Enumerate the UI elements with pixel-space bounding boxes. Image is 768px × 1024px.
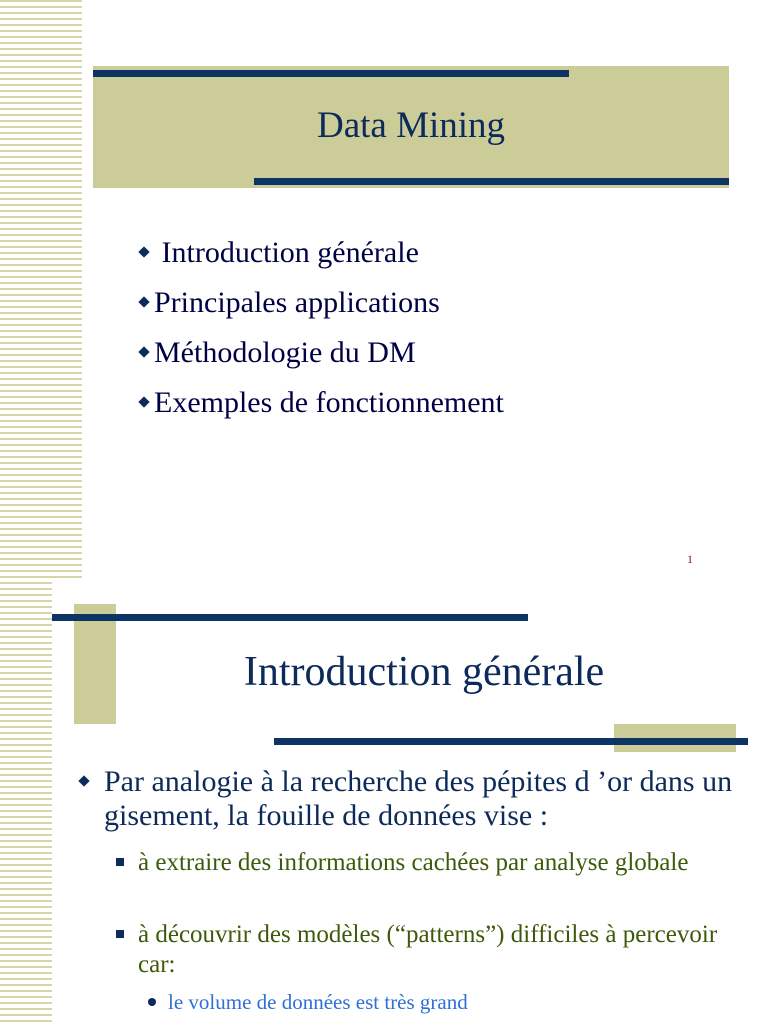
document-page: Data Mining Introduction générale Principales applications Méthodologie du DM Exemples de fonctionnement 1 Introduction générale Par analogie à la recherche des pépites d ’or dans un gisement, la fouille de données vise : à extraire des informations cachées par analyse globale à découvrir des modèles (“patterns”) difficiles à percevoir car: le volume de données est très grand <box>0 0 768 1024</box>
slide-title: Data Mining <box>316 105 506 146</box>
left-stripe-border <box>0 582 52 1024</box>
diamond-bullet-icon <box>138 396 149 407</box>
slide-title: Introduction générale <box>243 649 605 695</box>
list-item: Méthodologie du DM <box>140 332 504 382</box>
list-item: Introduction générale <box>140 232 504 282</box>
bullet-list <box>140 232 504 432</box>
diamond-bullet-icon <box>138 296 149 307</box>
left-stripe-border <box>0 0 82 580</box>
diamond-bullet-icon <box>78 775 89 786</box>
page-number: 1 <box>687 552 693 566</box>
square-bullet-icon <box>116 858 124 866</box>
list-item: Principales applications <box>140 282 504 332</box>
decorative-bar <box>52 614 528 621</box>
main-paragraph <box>80 765 750 832</box>
square-bullet-icon <box>116 930 124 938</box>
decorative-bar <box>254 178 729 185</box>
decorative-bar <box>274 738 748 745</box>
diamond-bullet-icon <box>138 246 149 257</box>
decorative-bar <box>93 70 569 77</box>
round-bullet-icon <box>148 998 156 1006</box>
diamond-bullet-icon <box>138 346 149 357</box>
list-item: Exemples de fonctionnement <box>140 382 504 432</box>
paragraph-text: Par analogie à la recherche des pépites d ’or dans un gisement, la fouille de données vise : <box>104 765 733 832</box>
